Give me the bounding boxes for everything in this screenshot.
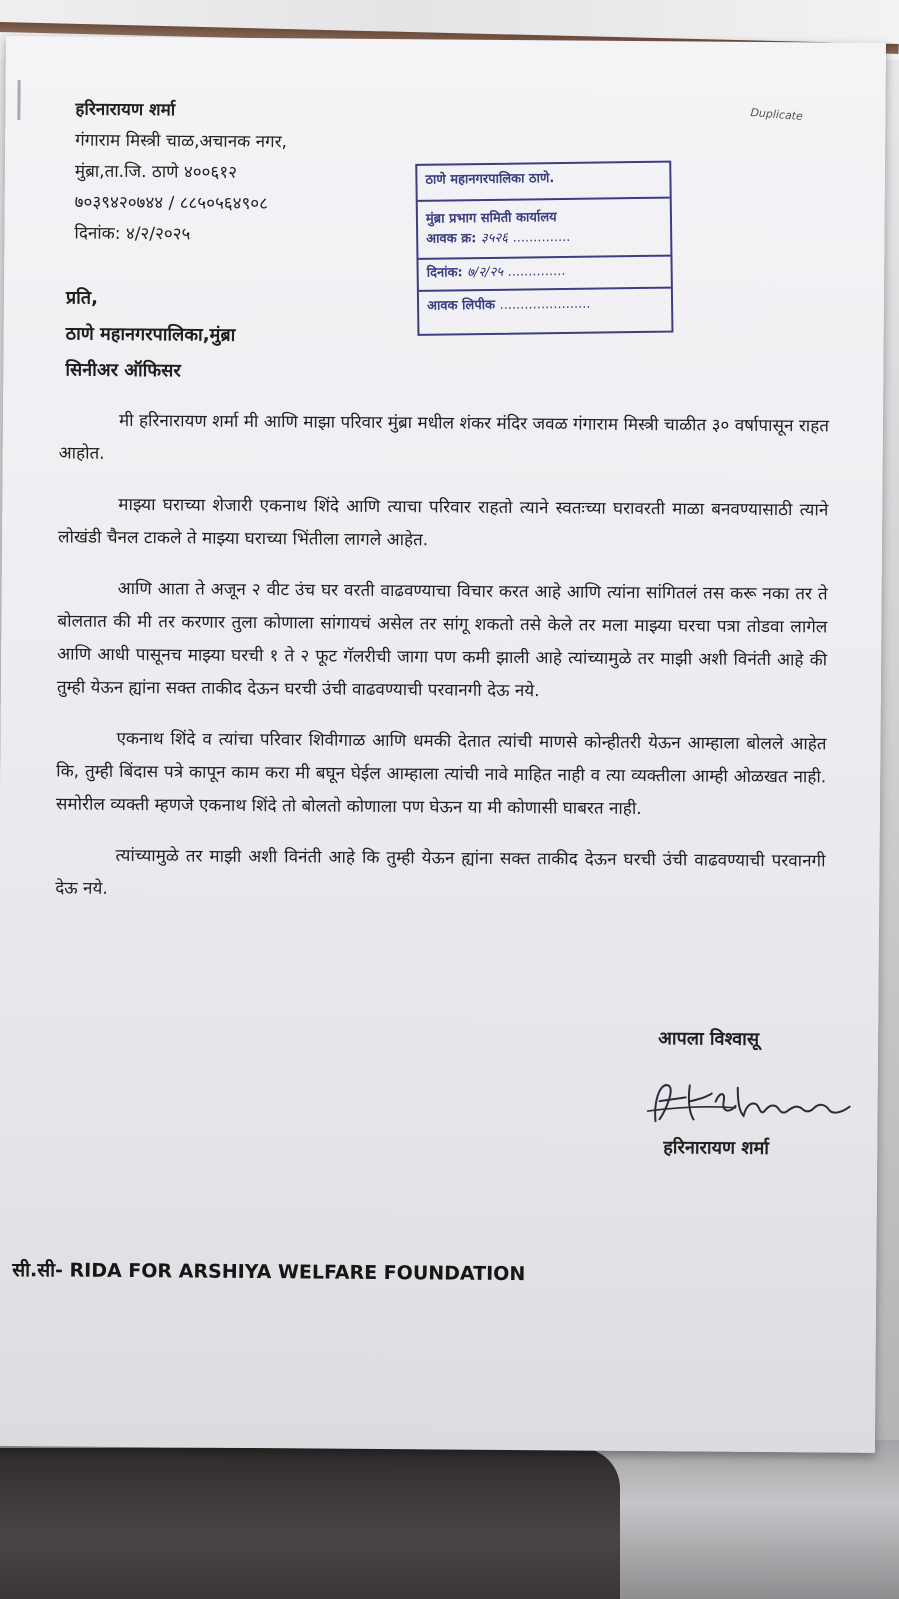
recipient-org: ठाणे महानगरपालिका,मुंब्रा <box>65 323 236 346</box>
corner-note: Duplicate <box>749 106 804 124</box>
sender-name: हरिनारायण शर्मा <box>75 99 176 121</box>
stamp-date-value: ७/२/२५ <box>467 264 504 281</box>
sender-block <box>74 95 287 252</box>
body-paragraph: आणि आता ते अजून २ वीट उंच घर वरती वाढवण्याचा विचार करत आहे आणि त्यांना सांगितलं तस करू नका तर ते बोलतात की मी तर करणार तुला कोणाला सांगायचं असेल तर सांगू शकतो तसे केले तर मला माझ्या घरचा पत्रा तोडवा लागेल आणि आधी पासूनच माझ्या घरची १ ते २ फूट गॅलरीची जागा पण कमी झाली आहे त्यांच्यामुळे तर माझी अशी विनंती आहे की तुम्ही येऊन ह्यांना सक्त ताकीद देऊन घरची उंची वाढवण्याची परवानगी देऊ नये. <box>56 578 828 702</box>
body-paragraph: माझ्या घराच्या शेजारी एकनाथ शिंदे आणि त्याचा परिवार राहतो त्याने स्वतःच्या घरावरती माळा बनवण्यासाठी त्याने लोखंडी चैनल टाकले ते माझ्या घराच्या भिंतीला लागले आहेत. <box>57 494 829 551</box>
sender-address-line1: गंगाराम मिस्त्री चाळ,अचानक नगर, <box>75 130 288 153</box>
stamp-dots: .............. <box>507 263 566 280</box>
body-paragraph: एकनाथ शिंदे व त्यांचा परिवार शिवीगाळ आणि धमकी देतात त्यांची माणसे कोन्हीतरी येऊन आम्हाला बोलले आहेत कि, तुम्ही बिंदास पत्रे कापून काम करा मी बघून घेईल आम्हाला त्यांची नावे माहित नाही व त्या व्यक्तीला आम्ही ओळखत नाही. समोरील व्यक्ती म्हणजे एकनाथ शिंदे तो बोलतो कोणाला पण घेऊन या मी कोणासी घाबरत नाही. <box>55 728 827 820</box>
stamp-dots: ...................... <box>499 296 591 313</box>
signer-name: हरिनारायण शर्मा <box>663 1137 770 1160</box>
stamp-clerk-row <box>419 289 671 322</box>
sender-date: दिनांक: ४/२/२०२५ <box>74 223 191 245</box>
stamp-inward-value: ३५२६ <box>480 230 509 247</box>
inward-stamp <box>415 161 673 336</box>
stamp-office-block <box>418 199 671 250</box>
stamp-inward-label: आवक क्र: <box>426 231 477 247</box>
stamp-inward-row <box>426 227 670 250</box>
signature-image <box>645 1071 865 1133</box>
margin-mark <box>17 80 20 120</box>
recipient-designation: सिनीअर ऑफिसर <box>65 359 181 382</box>
stamp-date-label: दिनांक: <box>426 265 463 281</box>
recipient-block <box>65 280 235 389</box>
stamp-header: ठाणे महानगरपालिका ठाणे. <box>417 163 669 202</box>
sender-phones: ७०३९४२०७४४ / ८८५०५६४९०८ <box>74 192 269 215</box>
foot-shadow <box>0 1448 620 1599</box>
stamp-date-row <box>418 255 670 292</box>
body-paragraph: मी हरिनारायण शर्मा मी आणि माझा परिवार मुंब्रा मधील शंकर मंदिर जवळ गंगाराम मिस्त्री चाळीत ३० वर्षापासून राहत आहोत. <box>58 410 830 464</box>
letter-body <box>55 404 829 929</box>
stamp-dots: .............. <box>512 229 571 246</box>
closing-salutation: आपला विश्वासू <box>658 1028 760 1050</box>
body-paragraph: त्यांच्यामुळे तर माझी अशी विनंती आहे कि तुम्ही येऊन ह्यांना सक्त ताकीद देऊन घरची उंची वाढवण्याची परवानगी देऊ नये. <box>55 845 826 899</box>
sender-address-line2: मुंब्रा,ता.जि. ठाणे ४००६१२ <box>74 161 238 183</box>
stamp-clerk-label: आवक लिपीक <box>427 297 496 314</box>
cc-line: सी.सी- RIDA FOR ARSHIYA WELFARE FOUNDATION <box>12 1259 526 1286</box>
recipient-prefix: प्रति, <box>65 287 99 309</box>
stamp-office: मुंब्रा प्रभाग समिती कार्यालय <box>425 210 557 227</box>
letter-paper <box>0 36 886 1453</box>
